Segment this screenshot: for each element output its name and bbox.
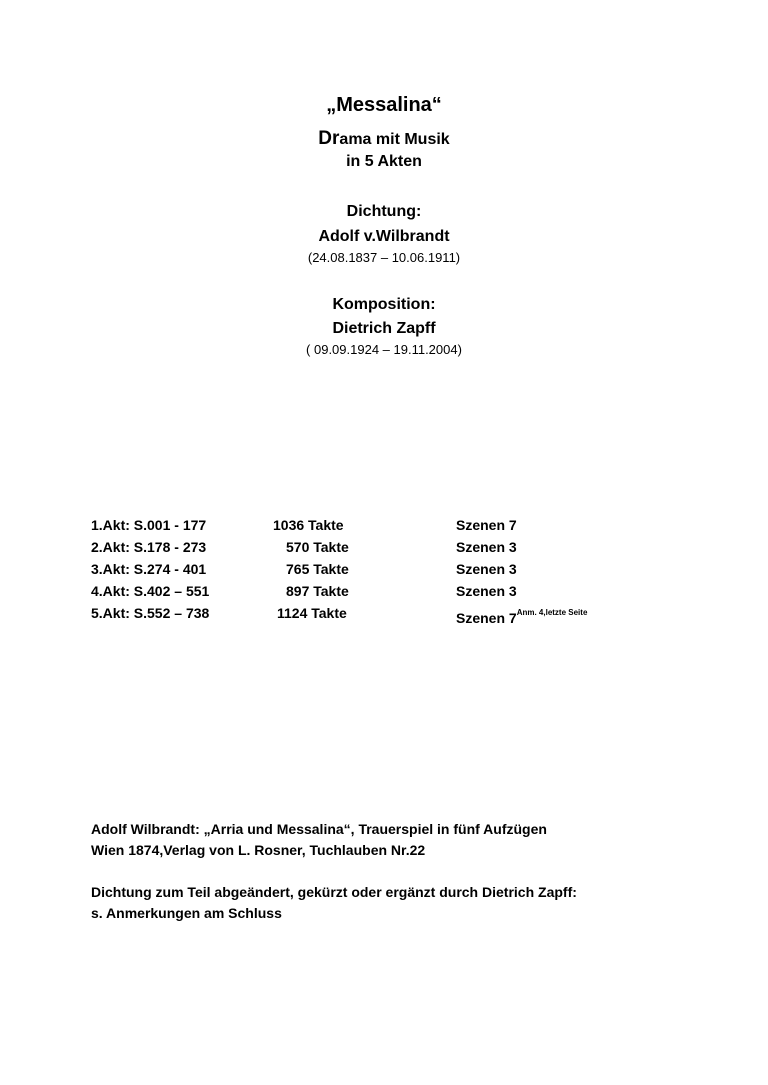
edit-note [91, 882, 711, 924]
act-row [91, 604, 711, 626]
act-footnote: Anm. 4,letzte Seite [516, 608, 588, 617]
act-takte: 570 Takte [286, 539, 349, 555]
act-takte: 1036 Takte [273, 517, 344, 533]
komposition-label: Komposition: [332, 296, 436, 313]
act-pages: 4.Akt: S.402 – 551 [91, 583, 210, 599]
act-row [91, 516, 711, 538]
act-row [91, 538, 711, 560]
act-szenen: Szenen 7 [456, 517, 517, 533]
source-line: Adolf Wilbrandt: „Arria und Messalina“, Trauerspiel in fünf Aufzügen [91, 821, 547, 837]
act-takte: 897 Takte [286, 583, 349, 599]
komposition-composer: Dietrich Zapff [332, 320, 436, 337]
act-pages: 2.Akt: S.178 - 273 [91, 539, 207, 555]
act-pages: 1.Akt: S.001 - 177 [91, 517, 207, 533]
act-takte: 1124 Takte [277, 605, 347, 621]
subtitle-acts: in 5 Akten [346, 153, 422, 170]
page-title: „Messalina“ [326, 94, 442, 116]
dichtung-author: Adolf v.Wilbrandt [318, 228, 450, 245]
acts-table [91, 516, 711, 626]
act-szenen: Szenen 3 [456, 583, 517, 599]
source-note [91, 819, 711, 861]
subtitle [0, 128, 768, 150]
dichtung-label: Dichtung: [346, 203, 422, 220]
act-szenen [456, 604, 587, 627]
act-pages: 5.Akt: S.552 – 738 [91, 605, 210, 621]
subtitle-initial: Dr [318, 128, 340, 149]
act-szenen: Szenen 3 [456, 539, 517, 555]
act-pages: 3.Akt: S.274 - 401 [91, 561, 207, 577]
komposition-dates: ( 09.09.1924 – 19.11.2004) [306, 342, 462, 357]
act-takte: 765 Takte [286, 561, 349, 577]
act-szenen: Szenen 3 [456, 561, 517, 577]
act-row [91, 582, 711, 604]
act-row [91, 560, 711, 582]
dichtung-dates: (24.08.1837 – 10.06.1911) [307, 250, 461, 265]
source-line: Wien 1874,Verlag von L. Rosner, Tuchlauben Nr.22 [91, 842, 426, 858]
edit-line: s. Anmerkungen am Schluss [91, 905, 282, 921]
act-szenen-count: Szenen 7 [456, 610, 517, 626]
subtitle-rest: ama mit Musik [339, 131, 450, 148]
edit-line: Dichtung zum Teil abgeändert, gekürzt oder ergänzt durch Dietrich Zapff: [91, 884, 577, 900]
